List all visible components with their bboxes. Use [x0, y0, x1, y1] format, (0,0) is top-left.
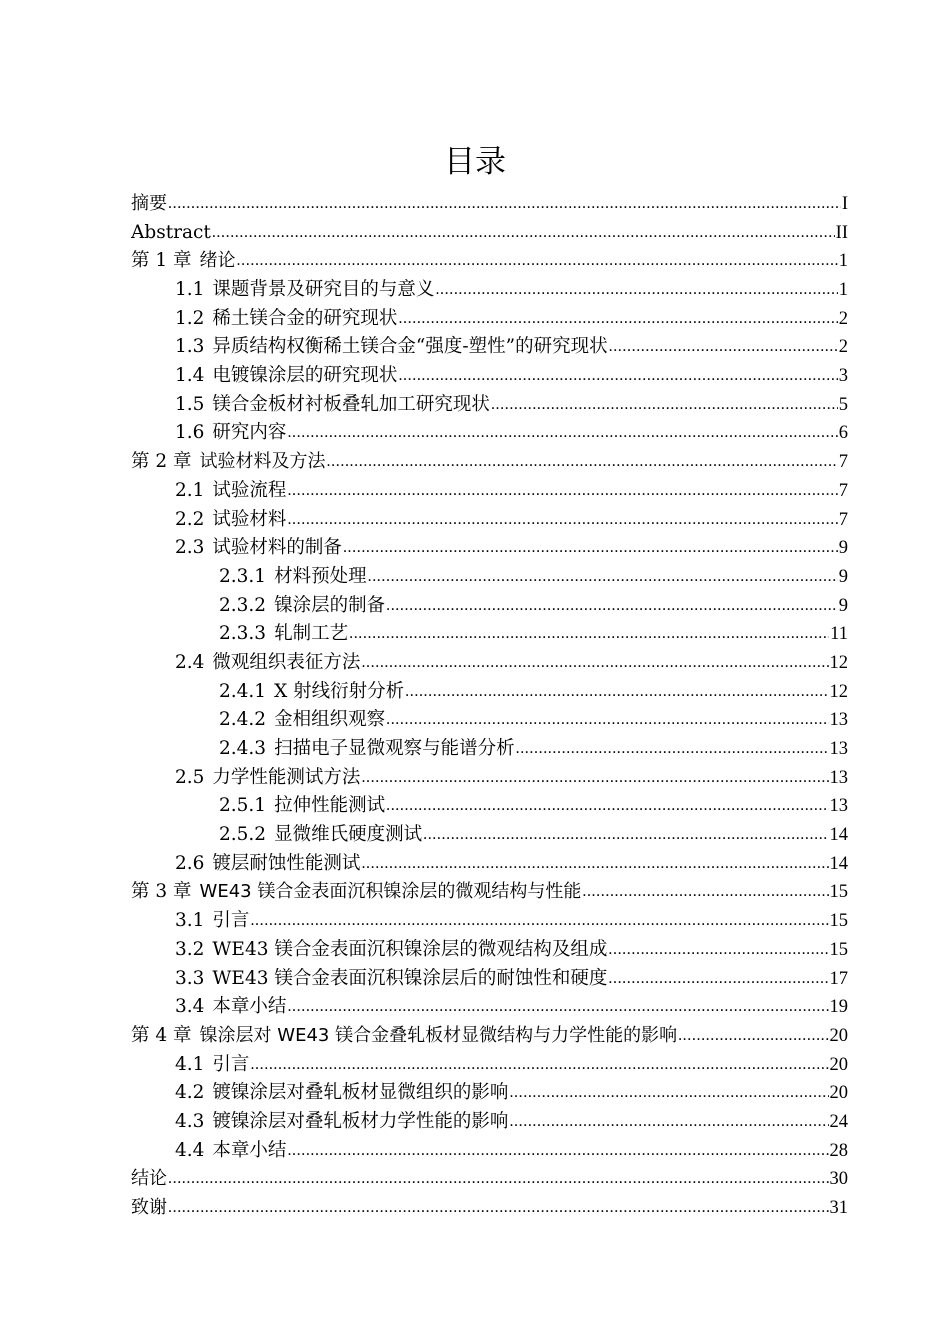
- toc-entry[interactable]: [131, 448, 848, 477]
- toc-entry-page: 9: [838, 566, 848, 587]
- toc-entry[interactable]: [131, 649, 848, 678]
- toc-entry-page: 13: [829, 796, 848, 817]
- toc-leader-dots: [423, 821, 828, 850]
- toc-entry-number: 2.2: [175, 508, 205, 530]
- toc-entry[interactable]: [131, 706, 848, 735]
- toc-leader-dots: [168, 190, 841, 219]
- toc-entry[interactable]: [131, 219, 848, 248]
- toc-entry-number: 3.3: [175, 967, 205, 989]
- toc-leader-dots: [386, 592, 838, 621]
- toc-entry-title: 试验材料的制备: [212, 537, 342, 559]
- toc-entry-page: 7: [838, 509, 848, 530]
- toc-entry-page: 5: [838, 394, 848, 415]
- toc-entry-title: 试验流程: [212, 479, 287, 501]
- toc-entry-title: 镀层耐蚀性能测试: [212, 852, 361, 874]
- toc-entry-number: 2.5.1: [219, 795, 267, 817]
- toc-entry[interactable]: [131, 850, 848, 879]
- toc-entry-number: 3.4: [175, 996, 205, 1018]
- toc-entry-number: 2.1: [175, 479, 205, 501]
- toc-entry-number: 2.4.3: [219, 738, 267, 760]
- toc-leader-dots: [287, 1137, 828, 1166]
- toc-entry-page: 9: [838, 595, 848, 616]
- toc-entry-title: 绪论: [199, 250, 236, 272]
- toc-leader-dots: [398, 305, 837, 334]
- toc-entry-page: 13: [829, 739, 848, 760]
- toc-entry-number: 3.1: [175, 910, 205, 932]
- toc-entry-number: 1.6: [175, 422, 205, 444]
- toc-entry-number: 2.5.2: [219, 824, 267, 846]
- toc-entry[interactable]: [131, 764, 848, 793]
- toc-entry[interactable]: [131, 247, 848, 276]
- toc-entry-number: 第 1 章: [131, 250, 192, 272]
- toc-entry-number: 2.3.3: [219, 623, 267, 645]
- toc-entry-number: 2.4.2: [219, 709, 267, 731]
- toc-entry[interactable]: [131, 391, 848, 420]
- toc-entry-number: 4.1: [175, 1053, 205, 1075]
- toc-entry-page: 31: [829, 1198, 848, 1219]
- toc-entry-page: 20: [829, 1054, 848, 1075]
- toc-entry[interactable]: [131, 305, 848, 334]
- toc-entry[interactable]: [131, 592, 848, 621]
- toc-entry-title: WE43 镁合金表面沉积镍涂层的微观结构及组成: [212, 938, 608, 960]
- toc-entry-page: 30: [829, 1169, 848, 1190]
- toc-entry-title: 本章小结: [212, 1139, 287, 1161]
- toc-leader-dots: [287, 506, 837, 535]
- toc-leader-dots: [287, 477, 837, 506]
- toc-entry-title: 镀镍涂层对叠轧板材力学性能的影响: [212, 1110, 509, 1132]
- toc-entry[interactable]: [131, 735, 848, 764]
- toc-leader-dots: [343, 534, 838, 563]
- toc-leader-dots: [361, 764, 828, 793]
- toc-leader-dots: [168, 1194, 829, 1223]
- toc-entry-number: 2.3.2: [219, 594, 267, 616]
- toc-entry[interactable]: [131, 620, 848, 649]
- toc-entry-number: 2.4: [175, 651, 205, 673]
- toc-entry-title: 镍涂层的制备: [274, 594, 386, 616]
- toc-entry-number: 1.4: [175, 365, 205, 387]
- toc-entry-number: 1.3: [175, 336, 205, 358]
- toc-entry-title: 镀镍涂层对叠轧板材显微组织的影响: [212, 1082, 509, 1104]
- toc-entry[interactable]: [131, 965, 848, 994]
- toc-leader-dots: [250, 1051, 828, 1080]
- toc-entry[interactable]: [131, 563, 848, 592]
- toc-entry-page: 13: [829, 710, 848, 731]
- toc-entry-number: 1.5: [175, 393, 205, 415]
- toc-entry-page: 3: [838, 366, 848, 387]
- toc-entry-number: 第 3 章: [131, 881, 192, 903]
- toc-entry-page: 28: [829, 1140, 848, 1161]
- toc-entry[interactable]: [131, 678, 848, 707]
- toc-entry[interactable]: [131, 477, 848, 506]
- toc-leader-dots: [327, 448, 838, 477]
- toc-leader-dots: [608, 965, 828, 994]
- toc-entry-page: 1: [838, 280, 848, 301]
- toc-leader-dots: [516, 735, 829, 764]
- toc-entry[interactable]: [131, 190, 848, 219]
- toc-entry-title: 引言: [212, 910, 250, 932]
- toc-entry-title: 扫描电子显微观察与能谱分析: [274, 738, 515, 760]
- toc-entry-number: 1.2: [175, 307, 205, 329]
- toc-entry-number: 1.1: [175, 279, 205, 301]
- toc-entry-title: 轧制工艺: [274, 623, 349, 645]
- toc-entry-page: 14: [829, 825, 848, 846]
- toc-entry[interactable]: [131, 1194, 848, 1223]
- toc-leader-dots: [435, 276, 837, 305]
- toc-entry[interactable]: [131, 420, 848, 449]
- toc-entry-title: 拉伸性能测试: [274, 795, 386, 817]
- toc-leader-dots: [509, 1108, 828, 1137]
- toc-entry-page: 11: [830, 624, 848, 645]
- toc-entry-page: 12: [829, 681, 848, 702]
- toc-leader-dots: [287, 420, 837, 449]
- toc-entry-number: 2.3.1: [219, 565, 267, 587]
- toc-entry-title: WE43 镁合金表面沉积镍涂层后的耐蚀性和硬度: [212, 967, 608, 989]
- toc-leader-dots: [398, 362, 837, 391]
- toc-entry-page: 7: [838, 452, 848, 473]
- toc-entry[interactable]: [131, 276, 848, 305]
- toc-leader-dots: [386, 706, 828, 735]
- toc-entry[interactable]: [131, 534, 848, 563]
- toc-entry-page: 7: [838, 480, 848, 501]
- toc-leader-dots: [361, 850, 828, 879]
- toc-leader-dots: [287, 993, 828, 1022]
- toc-leader-dots: [608, 936, 828, 965]
- toc-entry-page: 6: [838, 423, 848, 444]
- toc-entry-title: 引言: [212, 1053, 250, 1075]
- toc-leader-dots: [609, 333, 838, 362]
- toc-entry-page: 12: [829, 652, 848, 673]
- toc-entry-title: 摘要: [131, 192, 167, 214]
- toc-entry[interactable]: [131, 993, 848, 1022]
- toc-leader-dots: [582, 879, 828, 908]
- toc-entry-page: 1: [838, 251, 848, 272]
- toc-leader-dots: [678, 1022, 828, 1051]
- toc-entry-title: 稀土镁合金的研究现状: [212, 307, 398, 329]
- toc-entry[interactable]: [131, 506, 848, 535]
- toc-entry[interactable]: [131, 821, 848, 850]
- toc-entry[interactable]: [131, 936, 848, 965]
- toc-leader-dots: [491, 391, 838, 420]
- toc-entry-page: 17: [829, 968, 848, 989]
- toc-entry[interactable]: [131, 792, 848, 821]
- toc-entry-title: 课题背景及研究目的与意义: [212, 279, 435, 301]
- toc-leader-dots: [361, 649, 828, 678]
- toc-leader-dots: [509, 1079, 828, 1108]
- toc-entry-number: 第 4 章: [131, 1024, 192, 1046]
- toc-leader-dots: [386, 792, 828, 821]
- toc-entry-title: Abstract: [131, 221, 211, 243]
- toc-entry-page: 2: [838, 337, 848, 358]
- toc-entry-page: 24: [829, 1111, 848, 1132]
- toc-entry-number: 2.5: [175, 766, 205, 788]
- toc-entry-title: 结论: [131, 1168, 167, 1190]
- toc-entry-page: 19: [829, 997, 848, 1018]
- toc-entry[interactable]: [131, 333, 848, 362]
- toc-entry[interactable]: [131, 907, 848, 936]
- toc-entry-page: 13: [829, 767, 848, 788]
- toc-entry-number: 2.4.1: [219, 680, 267, 702]
- toc-entry-number: 4.3: [175, 1110, 205, 1132]
- toc-entry-number: 第 2 章: [131, 451, 192, 473]
- toc-entry-page: II: [835, 222, 848, 243]
- toc-entry-page: 2: [838, 308, 848, 329]
- toc-entry-title: 研究内容: [212, 422, 287, 444]
- toc-entry-page: I: [841, 193, 848, 214]
- toc-entry-title: 力学性能测试方法: [212, 766, 361, 788]
- toc-entry-title: X 射线衍射分析: [274, 680, 405, 702]
- toc-entry-page: 14: [829, 853, 848, 874]
- toc-entry-title: 镍涂层对 WE43 镁合金叠轧板材显微结构与力学性能的影响: [199, 1024, 678, 1046]
- toc-entry[interactable]: [131, 1108, 848, 1137]
- toc-entry-title: 微观组织表征方法: [212, 651, 361, 673]
- toc-entry-title: 金相组织观察: [274, 709, 386, 731]
- toc-entry[interactable]: [131, 1051, 848, 1080]
- toc-entry-title: WE43 镁合金表面沉积镍涂层的微观结构与性能: [199, 881, 582, 903]
- toc-entry-title: 材料预处理: [274, 565, 367, 587]
- toc-entry[interactable]: [131, 879, 848, 908]
- toc-entry[interactable]: [131, 362, 848, 391]
- toc-entry-title: 试验材料: [212, 508, 287, 530]
- toc-entry-number: 2.3: [175, 537, 205, 559]
- toc-leader-dots: [250, 907, 828, 936]
- toc-entry-page: 9: [838, 538, 848, 559]
- toc-entry-page: 20: [829, 1083, 848, 1104]
- toc-entry-title: 异质结构权衡稀土镁合金“强度-塑性”的研究现状: [212, 336, 608, 358]
- page-title: 目录: [444, 144, 506, 180]
- toc-entry-title: 致谢: [131, 1197, 167, 1219]
- toc-entry-number: 2.6: [175, 852, 205, 874]
- toc-entry-page: 20: [829, 1025, 848, 1046]
- toc-entry-page: 15: [829, 911, 848, 932]
- toc-entry[interactable]: [131, 1165, 848, 1194]
- table-of-contents: [131, 190, 848, 1223]
- toc-entry-title: 显微维氏硬度测试: [274, 824, 423, 846]
- toc-entry-number: 3.2: [175, 938, 205, 960]
- toc-leader-dots: [168, 1165, 829, 1194]
- toc-entry-number: 4.2: [175, 1082, 205, 1104]
- toc-leader-dots: [237, 247, 838, 276]
- toc-entry[interactable]: [131, 1022, 848, 1051]
- toc-entry-title: 电镀镍涂层的研究现状: [212, 365, 398, 387]
- toc-leader-dots: [368, 563, 838, 592]
- toc-leader-dots: [212, 219, 835, 248]
- toc-leader-dots: [349, 620, 829, 649]
- toc-entry-title: 镁合金板材衬板叠轧加工研究现状: [212, 393, 490, 415]
- toc-entry[interactable]: [131, 1137, 848, 1166]
- toc-entry-number: 4.4: [175, 1139, 205, 1161]
- toc-leader-dots: [405, 678, 828, 707]
- toc-entry-title: 本章小结: [212, 996, 287, 1018]
- toc-entry-title: 试验材料及方法: [199, 451, 326, 473]
- toc-entry-page: 15: [829, 882, 848, 903]
- toc-entry-page: 15: [829, 939, 848, 960]
- toc-entry[interactable]: [131, 1079, 848, 1108]
